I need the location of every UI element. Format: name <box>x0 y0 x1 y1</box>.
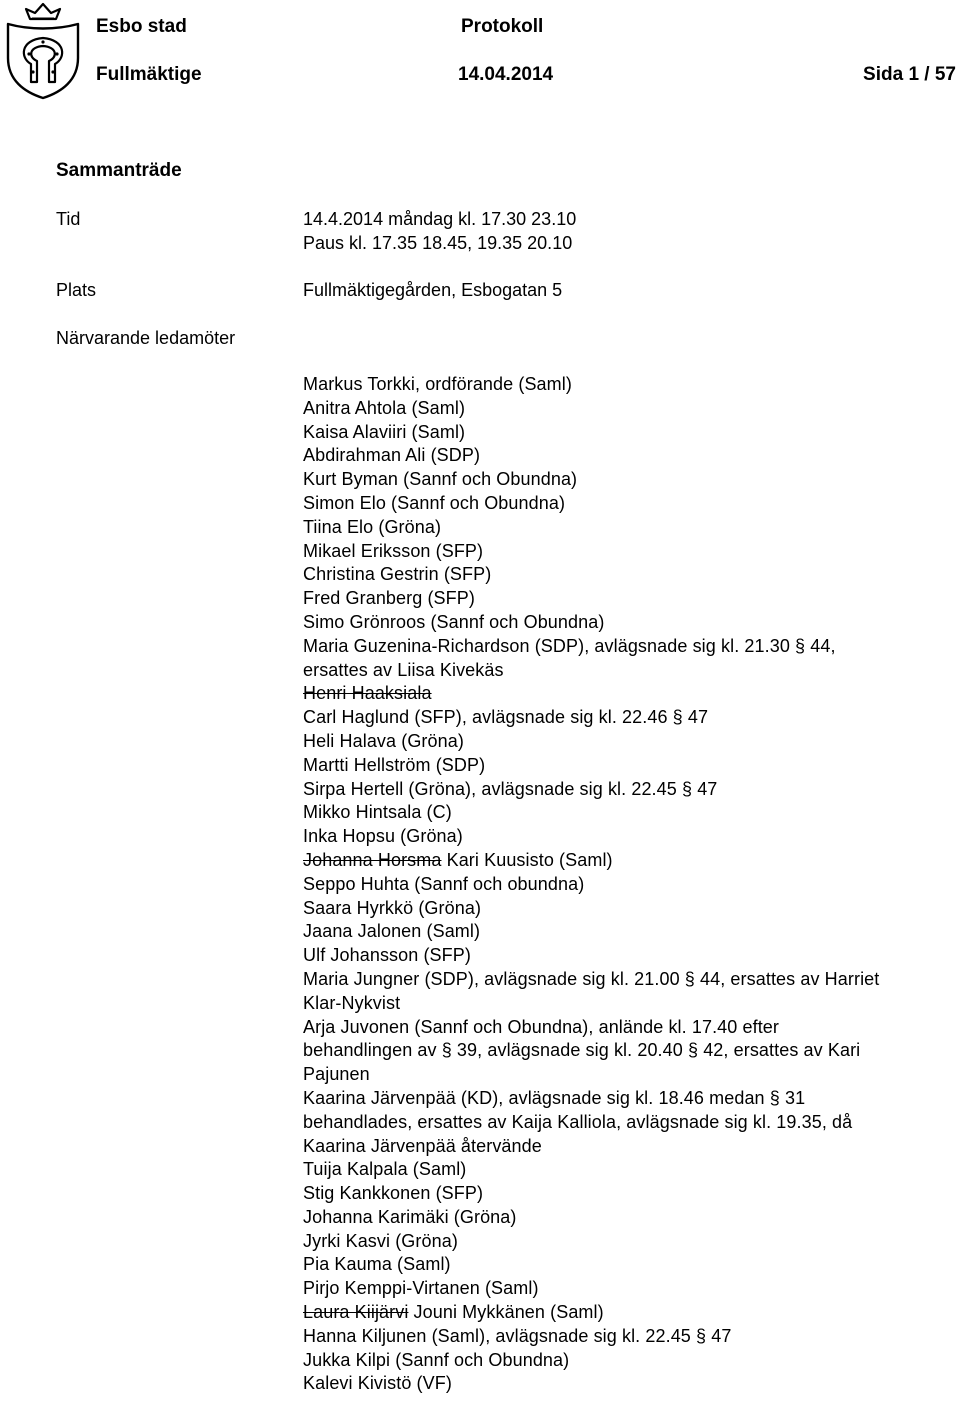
member-entry: Kurt Byman (Sannf och Obundna) <box>303 469 578 490</box>
crown-icon <box>26 4 60 19</box>
decision-body: Fullmäktige <box>96 64 202 85</box>
member-entry: Mikael Eriksson (SFP) <box>303 540 484 561</box>
organization-name: Esbo stad <box>96 16 187 37</box>
member-entry: Inka Hopsu (Gröna) <box>303 826 463 847</box>
member-entry: Kaisa Alaviiri (Saml) <box>303 421 466 442</box>
member-entry: Saara Hyrkkö (Gröna) <box>303 897 482 918</box>
document-type: Protokoll <box>461 16 544 37</box>
member-entry: Heli Halava (Gröna) <box>303 730 464 751</box>
struck-member-name: Johanna Horsma <box>303 849 442 870</box>
member-entry: Kalevi Kivistö (VF) <box>303 1373 452 1394</box>
member-entry: Martti Hellström (SDP) <box>303 754 486 775</box>
member-entry-continuation: Pajunen <box>303 1064 370 1085</box>
time-label: Tid <box>56 209 81 229</box>
member-entry: Pirjo Kemppi-Virtanen (Saml) <box>303 1278 539 1299</box>
break-line: Paus kl. 17.35 18.45, 19.35 20.10 <box>303 233 573 253</box>
member-entry-continuation: Klar-Nykvist <box>303 992 401 1013</box>
place-value: Fullmäktigegården, Esbogatan 5 <box>303 280 563 300</box>
substitute-member-name: Kari Kuusisto (Saml) <box>441 849 613 870</box>
member-entry: Maria Jungner (SDP), avlägsnade sig kl. 21.00 § 44, ersattes av Harriet <box>303 968 880 989</box>
member-entry: Hanna Kiljunen (Saml), avlägsnade sig kl. 22.45 § 47 <box>303 1325 732 1346</box>
member-entry-struck: Henri Haaksiala <box>303 683 432 704</box>
member-entry: Jaana Jalonen (Saml) <box>303 921 481 942</box>
member-entry-continuation: behandlades, ersattes av Kaija Kalliola, avlägsnade sig kl. 19.35, då <box>303 1111 853 1132</box>
member-entry-substituted <box>303 1301 958 1325</box>
member-entry: Markus Torkki, ordförande (Saml) <box>303 374 572 394</box>
member-entry: Pia Kauma (Saml) <box>303 1254 451 1275</box>
member-entry: Christina Gestrin (SFP) <box>303 564 492 585</box>
struck-member-name: Laura Kiijärvi <box>303 1302 409 1323</box>
espoo-coat-of-arms-logo <box>2 2 84 100</box>
member-entry: Stig Kankkonen (SFP) <box>303 1183 484 1204</box>
member-entry: Abdirahman Ali (SDP) <box>303 445 481 466</box>
member-entry: Ulf Johansson (SFP) <box>303 945 471 966</box>
member-entry-continuation: behandlingen av § 39, avlägsnade sig kl. 20.40 § 42, ersattes av Kari <box>303 1040 861 1061</box>
shield-icon <box>8 24 78 98</box>
member-entry: Jyrki Kasvi (Gröna) <box>303 1230 458 1251</box>
page-number: Sida 1 / 57 <box>863 64 956 85</box>
member-entry: Simo Grönroos (Sannf och Obundna) <box>303 611 605 632</box>
time-value <box>303 207 576 255</box>
member-entry: Simon Elo (Sannf och Obundna) <box>303 492 566 513</box>
member-entry-continuation: ersattes av Liisa Kivekäs <box>303 659 504 680</box>
members-label: Närvarande ledamöter <box>56 328 236 348</box>
member-entry-substituted <box>303 849 958 873</box>
time-line: 14.4.2014 måndag kl. 17.30 23.10 <box>303 209 577 229</box>
member-entry: Jukka Kilpi (Sannf och Obundna) <box>303 1349 570 1370</box>
substitute-member-name: Jouni Mykkänen (Saml) <box>408 1302 604 1323</box>
member-entry: Anitra Ahtola (Saml) <box>303 397 466 418</box>
member-entry: Seppo Huhta (Sannf och obundna) <box>303 873 585 894</box>
member-entry: Carl Haglund (SFP), avlägsnade sig kl. 22.46 § 47 <box>303 707 709 728</box>
member-entry: Maria Guzenina-Richardson (SDP), avlägsnade sig kl. 21.30 § 44, <box>303 635 836 656</box>
member-entry: Johanna Karimäki (Gröna) <box>303 1206 517 1227</box>
meeting-date: 14.04.2014 <box>458 64 554 85</box>
member-entry: Arja Juvonen (Sannf och Obundna), anlände kl. 17.40 efter <box>303 1016 780 1037</box>
member-entry: Tiina Elo (Gröna) <box>303 516 442 537</box>
members-list <box>303 373 958 1396</box>
horseshoe-icon <box>24 38 62 82</box>
section-title: Sammanträde <box>56 160 182 181</box>
member-entry: Sirpa Hertell (Gröna), avlägsnade sig kl. 22.45 § 47 <box>303 778 718 799</box>
member-entry-continuation: Kaarina Järvenpää återvände <box>303 1135 542 1156</box>
place-label: Plats <box>56 280 97 300</box>
member-entry: Tuija Kalpala (Saml) <box>303 1159 467 1180</box>
member-entry: Mikko Hintsala (C) <box>303 802 452 823</box>
member-entry: Fred Granberg (SFP) <box>303 588 475 609</box>
member-entry: Kaarina Järvenpää (KD), avlägsnade sig kl. 18.46 medan § 31 <box>303 1087 806 1108</box>
